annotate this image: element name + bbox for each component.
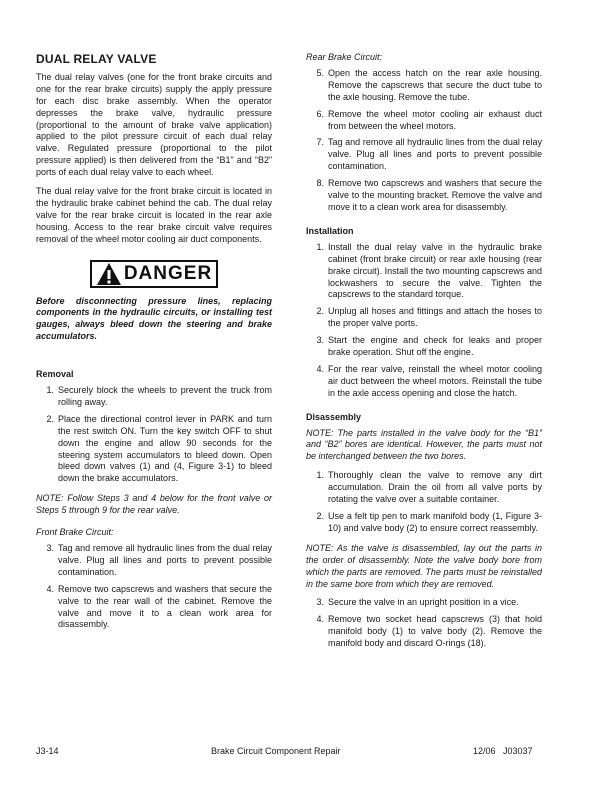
list-item: 6. Remove the wheel motor cooling air exhaust duct from between the wheel motors.	[316, 108, 542, 131]
rear-brake-heading: Rear Brake Circuit:	[306, 52, 383, 62]
page-title: DUAL RELAY VALVE	[36, 52, 157, 66]
danger-label: DANGER	[123, 262, 213, 284]
installation-heading: Installation	[306, 225, 354, 236]
danger-label-box	[90, 260, 218, 288]
footer-doc-code: 12/06 J03037	[473, 746, 533, 756]
list-item: 3. Tag and remove all hydraulic lines from the dual relay valve. Plug all lines and ports to prevent possible contamination.	[46, 543, 272, 577]
left-column	[36, 48, 272, 639]
list-item: 2. Use a felt tip pen to mark manifold body (1, Figure 3-10) and valve body (2) to ensure correct reassembly.	[316, 511, 542, 533]
removal-note: NOTE: Follow Steps 3 and 4 below for the front valve or Steps 5 through 9 for the rear valve.	[36, 493, 272, 516]
removal-steps	[36, 385, 272, 485]
list-item: 1. Thoroughly clean the valve to remove any dirt accumulation. Drain the oil from all valve ports by rotating the valve over a suitable container.	[316, 470, 542, 505]
page-footer	[36, 746, 576, 760]
list-item: 4. Remove two capscrews and washers that secure the valve to the rear wall of the cabinet. Remove the valve and move it to a clean work area for disassembly.	[46, 583, 272, 630]
list-item: 3. Secure the valve in an upright position in a vice.	[316, 597, 519, 608]
list-item: 2. Unplug all hoses and fittings and attach the hoses to the proper valve ports.	[316, 306, 542, 329]
list-item: 7. Tag and remove all hydraulic lines from the dual relay valve. Plug all lines and ports to prevent possible contamination.	[316, 137, 542, 172]
removal-heading: Removal	[36, 369, 74, 380]
intro-paragraph-1: The dual relay valves (one for the front brake circuits and one for the rear brake circuits) supply the apply pressure for each disc brake assembly. When the operator depresses the brake valve, hydraulic pressure (proportional to the amount of brake valve application) applied to the pilot pressure circuit of each dual relay valve. Regulated pressure (proportional to the pilot pressure applied) is then delivered from the “B1” and “B2” ports of each dual relay valve to each wheel.	[36, 71, 272, 178]
disassembly-heading: Disassembly	[306, 411, 362, 422]
danger-sign	[36, 260, 272, 290]
list-item: 2. Place the directional control lever in PARK and turn the rest switch ON. Turn the key switch OFF to shut down the engine and allow 90 seconds for the steering system accumulators to bleed down. Open bleed down valves (1) and (4, Figure 3-1) to bleed down the brake accumulators.	[46, 413, 272, 484]
front-brake-steps	[36, 543, 272, 631]
installation-steps	[306, 242, 542, 400]
footer-section-title: Brake Circuit Component Repair	[211, 746, 341, 756]
rear-brake-steps	[306, 68, 542, 214]
warning-triangle-icon	[96, 262, 122, 286]
disassembly-note-1: NOTE: The parts installed in the valve body for the “B1” and “B2” bores are identical. However, the parts must not be interchanged between the two bores.	[306, 427, 542, 462]
list-item: 1. Install the dual relay valve in the hydraulic brake cabinet (front brake circuit) or rear axle housing (rear brake circuit). Install the two mounting capscrews and lockwashers to secure the valve. Tighten the capscrews to the standard torque.	[316, 241, 542, 300]
disassembly-note-2: NOTE: As the valve is disassembled, lay out the parts in the order of disassembly. Note the valve body bore from which the parts are removed. The parts must be reinstalled in the same bore from which they are removed.	[306, 542, 542, 589]
list-item: 4. For the rear valve, reinstall the wheel motor cooling air duct between the wheel motors. Reinstall the tube in the axle access opening and close the hatch.	[316, 363, 542, 398]
list-item: 4. Remove two socket head capscrews (3) that hold manifold body (1) to valve body (2). Remove the manifold body and discard O-rings (18).	[316, 614, 542, 649]
list-item: 3. Start the engine and check for leaks and proper brake operation. Shut off the engine.	[316, 335, 542, 358]
list-item: 5. Open the access hatch on the rear axle housing. Remove the capscrews that secure the duct tube to the axle housing. Remove the tube.	[316, 67, 542, 102]
disassembly-steps-a	[306, 470, 542, 535]
list-item: 8. Remove two capscrews and washers that secure the valve to the mounting bracket. Remove the valve and move it to a clean work area for disassembly.	[316, 178, 542, 212]
footer-page-number: J3-14	[36, 746, 59, 756]
list-item: 1. Securely block the wheels to prevent the truck from rolling away.	[46, 385, 272, 407]
danger-warning-text: Before disconnecting pressure lines, replacing components in the hydraulic circuits, or installing test gauges, always bleed down the steering and brake accumulators.	[36, 295, 272, 342]
intro-paragraph-2: The dual relay valve for the front brake circuit is located in the hydraulic brake cabinet behind the cab. The dual relay valve for the rear brake circuit is located in the rear axle housing. Access to the rear brake circuit valve requires removal of the wheel motor cooling air duct components.	[36, 186, 272, 244]
right-column	[306, 48, 542, 658]
front-brake-heading: Front Brake Circuit:	[36, 527, 114, 538]
disassembly-steps-b	[306, 597, 542, 650]
